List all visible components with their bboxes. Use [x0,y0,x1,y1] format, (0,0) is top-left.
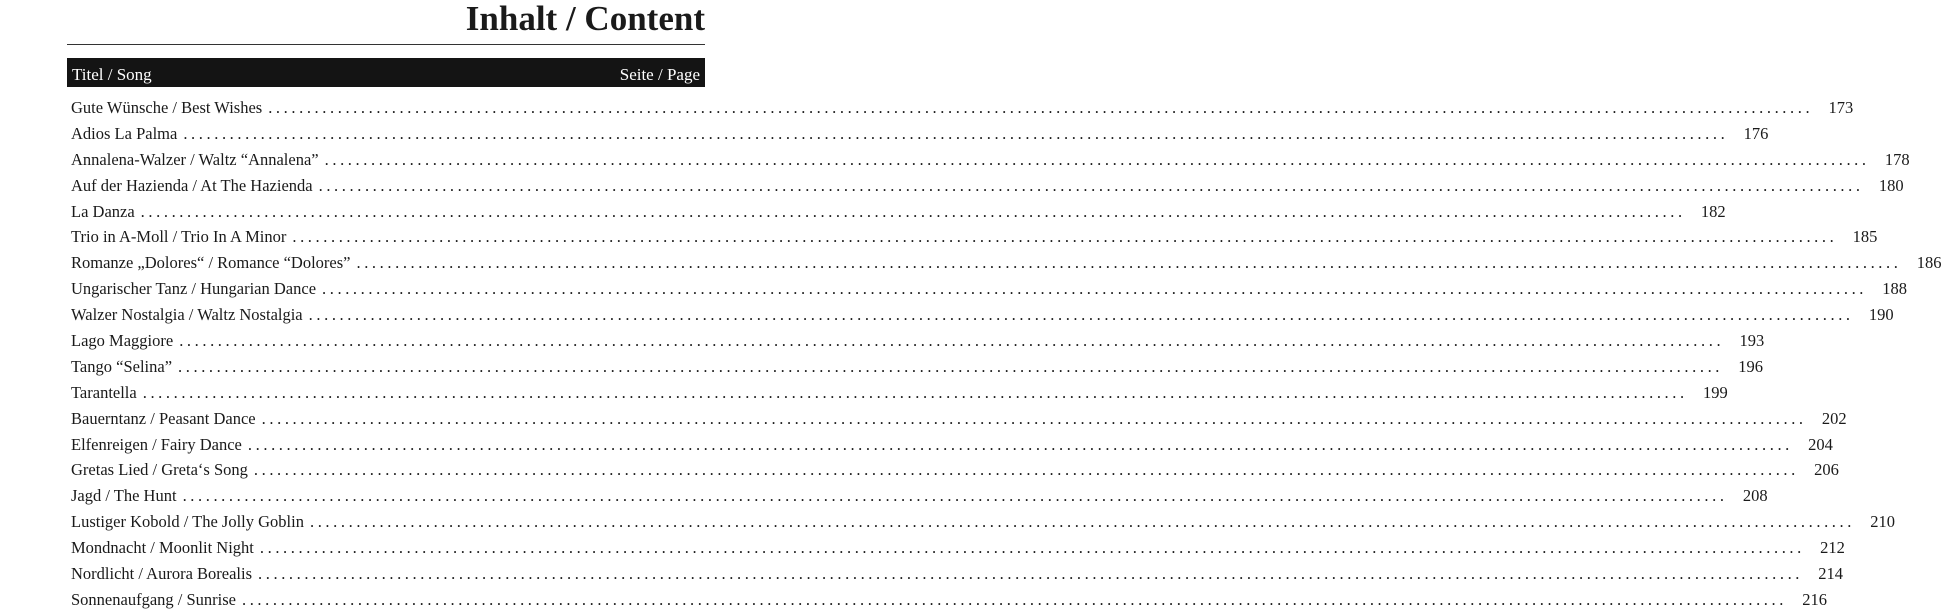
toc-entry-page: 206 [1814,460,1839,480]
toc-entry-title: Auf der Hazienda / At The Hazienda [71,175,313,195]
toc-entry-page: 202 [1821,408,1847,428]
toc-entry-page: 199 [1702,382,1728,402]
toc-entry-page: 193 [1739,331,1765,351]
toc-entry[interactable] [71,95,1854,121]
title-divider [67,44,705,45]
dot-leader: ........................................................................................................................................................................................................ [142,382,1688,402]
toc-entry[interactable] [71,406,1847,432]
toc-entry-page: 214 [1818,564,1844,584]
dot-leader: ........................................................................................................................................................................................................ [318,175,1864,195]
dot-leader: ........................................................................................................................................................................................................ [261,408,1807,428]
toc-entry[interactable] [71,457,1839,483]
toc-entry-title: Walzer Nostalgia / Waltz Nostalgia [71,305,303,325]
dot-leader: ........................................................................................................................................................................................................ [309,512,1855,532]
toc-entry-title: Gute Wünsche / Best Wishes [71,98,263,117]
toc-entry-page: 178 [1884,149,1910,169]
toc-list [71,95,1941,613]
toc-entry[interactable] [71,121,1769,147]
dot-leader: ........................................................................................................................................................................................................ [324,149,1870,169]
toc-entry-page: 216 [1802,589,1827,609]
toc-entry-page: 210 [1870,512,1895,532]
toc-entry-title: Romanze „Dolores“ / Romance “Dolores” [71,253,351,273]
toc-entry[interactable] [71,173,1904,199]
toc-entry-page: 182 [1700,201,1726,221]
dot-leader: ........................................................................................................................................................................................................ [253,460,1799,480]
toc-entry-title: Adios La Palma [71,123,178,143]
dot-leader: ........................................................................................................................................................................................................ [259,538,1805,558]
toc-entry-title: Lustiger Kobold / The Jolly Goblin [71,512,304,532]
toc-entry-title: La Danza [71,201,135,221]
dot-leader: ........................................................................................................................................................................................................ [268,98,1814,117]
toc-entry[interactable] [71,561,1844,587]
dot-leader: ........................................................................................................................................................................................................ [292,227,1838,247]
toc-entry-page: 212 [1820,538,1845,558]
toc-entry-title: Bauerntanz / Peasant Dance [71,408,256,428]
toc-entry[interactable] [71,354,1764,380]
dot-leader: ........................................................................................................................................................................................................ [182,486,1728,506]
toc-entry-title: Mondnacht / Moonlit Night [71,538,254,558]
toc-entry-page: 204 [1808,434,1833,454]
toc-entry-page: 185 [1852,227,1878,247]
toc-entry-page: 188 [1882,279,1908,299]
dot-leader: ........................................................................................................................................................................................................ [179,331,1725,351]
toc-entry-title: Lago Maggiore [71,331,174,351]
toc-entry[interactable] [71,483,1768,509]
toc-entry-title: Ungarischer Tanz / Hungarian Dance [71,279,317,299]
toc-entry[interactable] [71,224,1878,250]
toc-entry[interactable] [71,147,1910,173]
toc-entry[interactable] [71,328,1765,354]
dot-leader: ........................................................................................................................................................................................................ [258,564,1804,584]
toc-entry[interactable] [71,509,1895,535]
toc-entry-page: 196 [1738,356,1764,376]
toc-entry[interactable] [71,432,1833,458]
page-title: Inhalt / Content [465,0,705,38]
dot-leader: ........................................................................................................................................................................................................ [241,589,1787,609]
toc-entry[interactable] [71,302,1894,328]
toc-entry[interactable] [71,535,1845,561]
toc-entry[interactable] [71,250,1941,276]
dot-leader: ........................................................................................................................................................................................................ [247,434,1793,454]
toc-entry-title: Elfenreigen / Fairy Dance [71,434,242,454]
header-page-column: Seite / Page [619,65,700,84]
toc-entry-title: Tarantella [71,382,137,402]
toc-entry-page: 180 [1878,175,1904,195]
toc-entry-page: 190 [1868,305,1894,325]
toc-entry-title: Tango “Selina” [71,356,173,376]
toc-entry-title: Nordlicht / Aurora Borealis [71,564,253,584]
toc-entry-title: Trio in A-Moll / Trio In A Minor [71,227,287,247]
toc-entry-page: 176 [1743,123,1769,143]
toc-entry-page: 208 [1742,486,1768,506]
toc-entry-title: Annalena-Walzer / Waltz “Annalena” [71,149,319,169]
toc-entry-page: 173 [1828,98,1854,117]
toc-entry[interactable] [71,199,1726,225]
dot-leader: ........................................................................................................................................................................................................ [356,253,1902,273]
dot-leader: ........................................................................................................................................................................................................ [183,123,1729,143]
toc-header-bar [67,58,705,87]
toc-entry[interactable] [71,276,1908,302]
toc-entry-title: Sonnenaufgang / Sunrise [71,589,236,609]
header-title-column: Titel / Song [72,65,152,84]
dot-leader: ........................................................................................................................................................................................................ [322,279,1868,299]
toc-entry[interactable] [71,587,1827,613]
toc-entry[interactable] [71,380,1728,406]
toc-entry-title: Gretas Lied / Greta‘s Song [71,460,248,480]
toc-entry-page: 186 [1916,253,1941,273]
toc-entry-title: Jagd / The Hunt [71,486,177,506]
dot-leader: ........................................................................................................................................................................................................ [178,356,1724,376]
dot-leader: ........................................................................................................................................................................................................ [140,201,1686,221]
dot-leader: ........................................................................................................................................................................................................ [308,305,1854,325]
